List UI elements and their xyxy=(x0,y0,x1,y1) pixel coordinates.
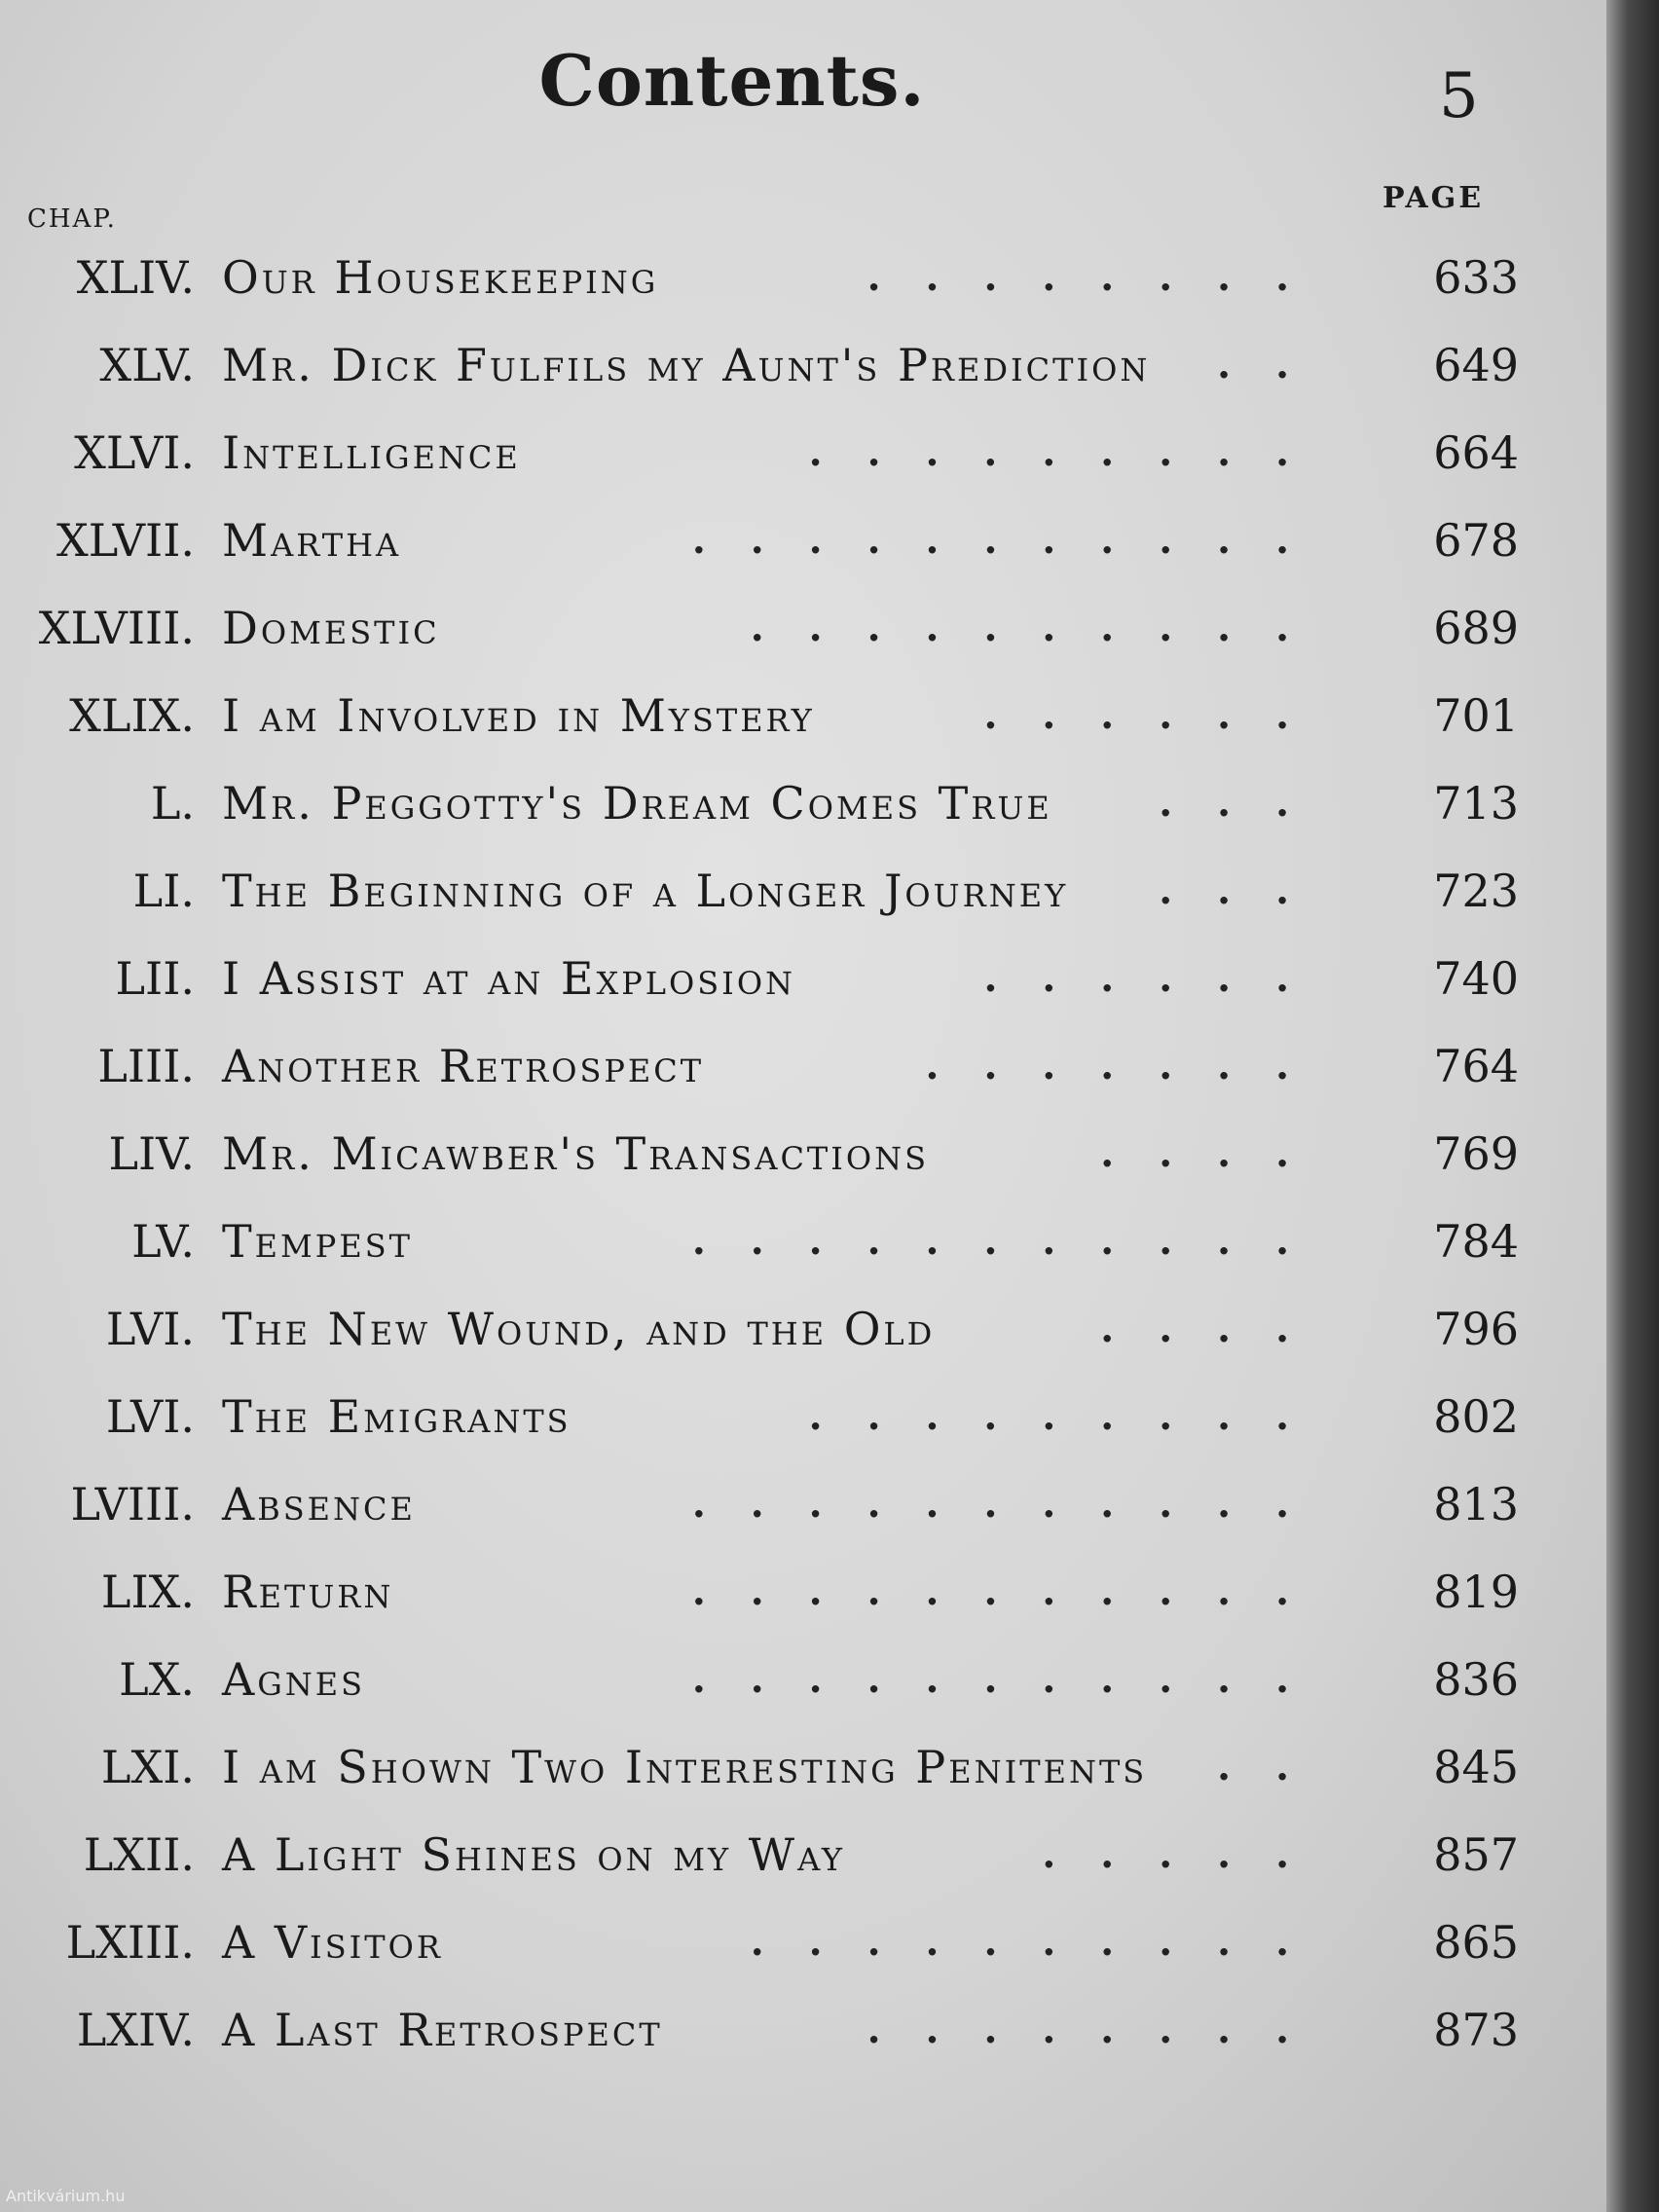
chapter-title: The Emigrants xyxy=(222,1390,571,1443)
chapter-number: LVI. xyxy=(105,1303,195,1355)
chapter-page: 649 xyxy=(1433,339,1519,391)
chapter-title: A Last Retrospect xyxy=(222,2004,663,2056)
chapter-number: LVIII. xyxy=(70,1478,195,1530)
dot-leader: ..... xyxy=(1042,1831,1334,1877)
chapter-title: Tempest xyxy=(222,1215,413,1268)
chapter-number: XLIV. xyxy=(76,251,195,304)
page-title: Contents. xyxy=(538,39,926,122)
toc-entry xyxy=(0,1460,1606,1548)
dot-leader: .. xyxy=(1217,1744,1334,1789)
chapter-title: Another Retrospect xyxy=(222,1040,705,1092)
toc-entry xyxy=(0,672,1606,759)
chapter-title: A Visitor xyxy=(222,1916,443,1969)
chapter-number: LXIII. xyxy=(65,1916,195,1969)
toc-entry xyxy=(0,935,1606,1022)
dot-leader: ... xyxy=(1159,780,1334,826)
dot-leader: ....... xyxy=(925,1043,1334,1088)
chapter-number: LX. xyxy=(119,1653,195,1706)
toc-entry xyxy=(0,234,1606,321)
chapter-title: The New Wound, and the Old xyxy=(222,1303,936,1355)
chapter-number: LXIV. xyxy=(76,2004,195,2056)
dot-leader: ...... xyxy=(983,692,1334,738)
page-number: 5 xyxy=(1439,60,1479,132)
chapter-page: 865 xyxy=(1433,1916,1519,1969)
toc-entry xyxy=(0,409,1606,497)
chapter-page: 796 xyxy=(1433,1303,1519,1355)
chapter-page: 701 xyxy=(1433,689,1519,742)
chapter-number: LIII. xyxy=(97,1040,195,1092)
dot-leader: ........... xyxy=(691,517,1334,563)
chapter-number: LII. xyxy=(115,952,195,1005)
toc-entry xyxy=(0,497,1606,584)
chapter-number: XLVIII. xyxy=(38,602,195,654)
dot-leader: ........... xyxy=(691,1481,1334,1527)
chapter-number: XLIX. xyxy=(69,689,195,742)
chapter-page: 633 xyxy=(1433,251,1519,304)
chapter-title: I am Shown Two Interesting Penitents xyxy=(222,1741,1148,1793)
dot-leader: .... xyxy=(1100,1130,1334,1176)
toc-entry xyxy=(0,1198,1606,1285)
dot-leader: ........ xyxy=(866,2007,1334,2052)
toc-entry xyxy=(0,1811,1606,1899)
toc-entry xyxy=(0,759,1606,847)
chapter-title: I Assist at an Explosion xyxy=(222,952,796,1005)
chapter-title: Agnes xyxy=(222,1653,366,1706)
chapter-number: L. xyxy=(150,777,195,830)
chapter-title: The Beginning of a Longer Journey xyxy=(222,865,1069,917)
dot-leader: ........... xyxy=(691,1656,1334,1702)
chapter-page: 678 xyxy=(1433,514,1519,567)
dot-leader: ......... xyxy=(808,429,1334,475)
chapter-title: Intelligence xyxy=(222,426,521,479)
toc-entry xyxy=(0,321,1606,409)
chapter-title: Our Housekeeping xyxy=(222,251,659,304)
toc-entry xyxy=(0,1110,1606,1198)
toc-entry xyxy=(0,584,1606,672)
chapter-number: LXII. xyxy=(83,1828,195,1881)
chapter-number: XLVII. xyxy=(55,514,195,567)
chapter-page: 857 xyxy=(1433,1828,1519,1881)
toc-entry xyxy=(0,1723,1606,1811)
chapter-number: LV. xyxy=(131,1215,195,1268)
dot-leader: .......... xyxy=(750,1919,1334,1965)
chapter-number: LIX. xyxy=(100,1566,195,1618)
chapter-column-label: CHAP. xyxy=(27,204,117,234)
chapter-title: A Light Shines on my Way xyxy=(222,1828,846,1881)
page-edge-shadow xyxy=(1606,0,1659,2212)
chapter-page: 664 xyxy=(1433,426,1519,479)
chapter-number: LXI. xyxy=(100,1741,195,1793)
toc-entry xyxy=(0,1986,1606,2074)
chapter-page: 713 xyxy=(1433,777,1519,830)
chapter-page: 740 xyxy=(1433,952,1519,1005)
chapter-page: 873 xyxy=(1433,2004,1519,2056)
chapter-number: XLV. xyxy=(99,339,195,391)
toc-entry xyxy=(0,1548,1606,1636)
toc-entry xyxy=(0,1899,1606,1986)
dot-leader: ... xyxy=(1159,867,1334,913)
toc-entry xyxy=(0,1022,1606,1110)
toc-entry xyxy=(0,1285,1606,1373)
chapter-title: Domestic xyxy=(222,602,440,654)
chapter-page: 769 xyxy=(1433,1127,1519,1180)
dot-leader: ........... xyxy=(691,1218,1334,1264)
dot-leader: ...... xyxy=(983,955,1334,1001)
chapter-title: Mr. Peggotty's Dream Comes True xyxy=(222,777,1052,830)
chapter-number: LVI. xyxy=(105,1390,195,1443)
chapter-title: Return xyxy=(222,1566,394,1618)
toc-entry xyxy=(0,1636,1606,1723)
chapter-page: 764 xyxy=(1433,1040,1519,1092)
dot-leader: .... xyxy=(1100,1306,1334,1351)
chapter-page: 836 xyxy=(1433,1653,1519,1706)
chapter-page: 813 xyxy=(1433,1478,1519,1530)
chapter-number: XLVI. xyxy=(74,426,195,479)
chapter-page: 723 xyxy=(1433,865,1519,917)
dot-leader: ........ xyxy=(866,254,1334,300)
watermark: Antikvárium.hu xyxy=(6,2187,126,2205)
chapter-title: Mr. Micawber's Transactions xyxy=(222,1127,930,1180)
dot-leader: .. xyxy=(1217,342,1334,387)
dot-leader: .......... xyxy=(750,605,1334,650)
chapter-number: LI. xyxy=(132,865,195,917)
chapter-number: LIV. xyxy=(108,1127,195,1180)
chapter-title: Martha xyxy=(222,514,402,567)
chapter-page: 845 xyxy=(1433,1741,1519,1793)
page-column-label: PAGE xyxy=(1382,181,1485,215)
chapter-page: 802 xyxy=(1433,1390,1519,1443)
chapter-title: Absence xyxy=(222,1478,416,1530)
toc-entry xyxy=(0,1373,1606,1460)
toc-entry xyxy=(0,847,1606,935)
chapter-page: 689 xyxy=(1433,602,1519,654)
chapter-page: 784 xyxy=(1433,1215,1519,1268)
chapter-title: Mr. Dick Fulfils my Aunt's Prediction xyxy=(222,339,1151,391)
chapter-title: I am Involved in Mystery xyxy=(222,689,815,742)
dot-leader: ........... xyxy=(691,1568,1334,1614)
dot-leader: ......... xyxy=(808,1393,1334,1439)
chapter-page: 819 xyxy=(1433,1566,1519,1618)
